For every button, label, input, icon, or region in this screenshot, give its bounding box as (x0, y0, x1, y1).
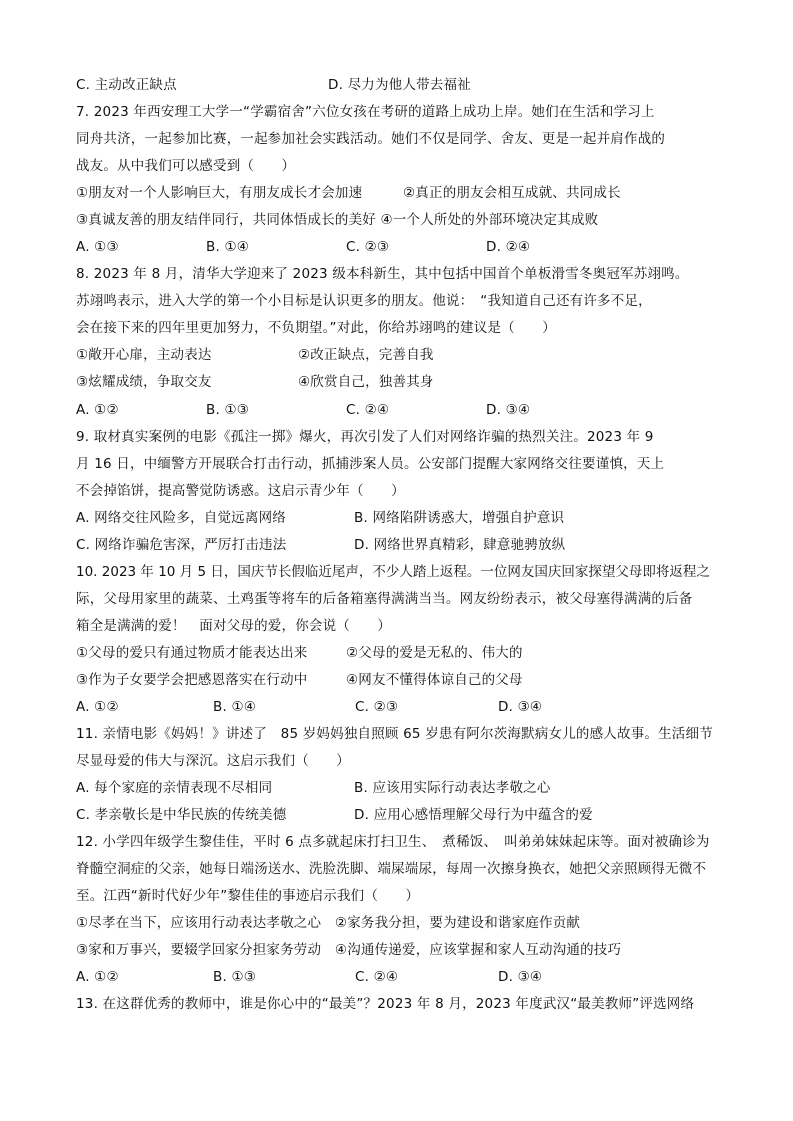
q7-option-b: B. ①④ (206, 239, 250, 255)
q11-option-c: C. 孝亲敬长是中华民族的传统美德 (76, 807, 287, 823)
q12-stem-line-3: 至。江西“新时代好少年”黎佳佳的事迹启示我们（ ） (76, 888, 420, 904)
q9-stem-line-2: 月 16 日，中缅警方开展联合打击行动，抓捕涉案人员。公安部门提醒大家网络交往要谨慎，天上 (76, 456, 665, 472)
q8-option-b: B. ①③ (206, 402, 250, 418)
q9-option-b: B. 网络陷阱诱惑大，增强自护意识 (354, 510, 565, 526)
prev-option-d: D. 尽力为他人带去福祉 (328, 77, 471, 93)
q11-option-b: B. 应该用实际行动表达孝敬之心 (354, 780, 551, 796)
q9-option-a: A. 网络交往风险多，自觉远离网络 (76, 510, 286, 526)
q11-stem-line-1: 11. 亲情电影《妈妈！》讲述了 85 岁妈妈独自照顾 65 岁患有阿尔茨海默病女儿的感人故事。生活细节 (76, 726, 713, 742)
q10-statement-3: ③作为子女要学会把感恩落实在行动中 (76, 672, 308, 688)
q8-option-d: D. ③④ (486, 402, 531, 418)
q8-option-c: C. ②④ (346, 402, 390, 418)
q7-statement-1: ①朋友对一个人影响巨大，有朋友成长才会加速 (76, 185, 363, 201)
q8-statement-3: ③炫耀成绩，争取交友 (76, 374, 212, 390)
q9-stem-line-3: 不会掉馅饼，提高警觉防诱惑。这启示青少年（ ） (76, 483, 405, 499)
q12-stem-line-1: 12. 小学四年级学生黎佳佳，平时 6 点多就起床打扫卫生、 煮稀饭、 叫弟弟妹妹起床等。面对被确诊为 (76, 834, 710, 850)
q8-statement-4: ④欣赏自己，独善其身 (298, 374, 434, 390)
q8-stem-line-3: 会在接下来的四年里更加努力，不负期望。”对此，你给苏翊鸣的建议是（ ） (76, 320, 556, 336)
q13-stem-line-1: 13. 在这群优秀的教师中，谁是你心中的“最美”？2023 年 8 月，2023 年度武汉“最美教师”评选网络 (76, 996, 695, 1012)
q10-statement-1: ①父母的爱只有通过物质才能表达出来 (76, 645, 308, 661)
q7-statement-3-4: ③真诚友善的朋友结伴同行，共同体悟成长的美好 ④一个人所处的外部环境决定其成败 (76, 212, 599, 228)
q7-statement-2: ②真正的朋友会相互成就、共同成长 (403, 185, 621, 201)
q10-stem-line-3: 箱全是满满的爱！ 面对父母的爱，你会说（ ） (76, 618, 392, 634)
q12-option-a: A. ①② (76, 969, 119, 985)
q12-option-b: B. ①③ (213, 969, 257, 985)
q7-stem-line-1: 7. 2023 年西安理工大学一“学霸宿舍”六位女孩在考研的道路上成功上岸。她们在生活和学习上 (76, 104, 655, 120)
q7-option-d: D. ②④ (486, 239, 531, 255)
q8-stem-line-1: 8. 2023 年 8 月，清华大学迎来了 2023 级本科新生，其中包括中国首个单板滑雪冬奥冠军苏翊鸣。 (76, 266, 689, 282)
q10-option-b: B. ①④ (213, 699, 257, 715)
q11-option-d: D. 应用心感悟理解父母行为中蕴含的爱 (354, 807, 593, 823)
q9-option-c: C. 网络诈骗危害深，严厉打击违法 (76, 537, 287, 553)
q9-option-d: D. 网络世界真精彩，肆意驰骋放纵 (354, 537, 566, 553)
q10-option-a: A. ①② (76, 699, 119, 715)
q11-stem-line-2: 尽显母爱的伟大与深沉。这启示我们（ ） (76, 753, 350, 769)
q8-statement-1: ①敞开心扉，主动表达 (76, 347, 212, 363)
q7-option-a: A. ①③ (76, 239, 119, 255)
q9-stem-line-1: 9. 取材真实案例的电影《孤注一掷》爆火，再次引发了人们对网络诈骗的热烈关注。2023 年 9 (76, 429, 654, 445)
q10-statement-2: ②父母的爱是无私的、伟大的 (346, 645, 523, 661)
q12-option-c: C. ②④ (355, 969, 399, 985)
prev-option-c: C. 主动改正缺点 (76, 77, 177, 93)
q7-stem-line-2: 同舟共济，一起参加比赛，一起参加社会实践活动。她们不仅是同学、舍友、更是一起并肩作战的 (76, 131, 666, 147)
q11-option-a: A. 每个家庭的亲情表现不尽相同 (76, 780, 273, 796)
q10-option-d: D. ③④ (498, 699, 543, 715)
q12-statements-1-2: ①尽孝在当下，应该用行动表达孝敬之心 ②家务我分担，要为建设和谐家庭作贡献 (76, 915, 581, 931)
q12-statements-3-4: ③家和万事兴，要辍学回家分担家务劳动 ④沟通传递爱，应该掌握和家人互动沟通的技巧 (76, 942, 622, 958)
q12-option-d: D. ③④ (498, 969, 543, 985)
q7-stem-line-3: 战友。从中我们可以感受到（ ） (76, 158, 296, 174)
q8-stem-line-2: 苏翊鸣表示，进入大学的第一个小目标是认识更多的朋友。他说： “我知道自己还有许多不足， (76, 293, 652, 309)
q10-stem-line-1: 10. 2023 年 10 月 5 日，国庆节长假临近尾声，不少人踏上返程。一位网友国庆回家探望父母即将返程之 (76, 564, 710, 580)
q8-statement-2: ②改正缺点，完善自我 (298, 347, 434, 363)
q10-stem-line-2: 际，父母用家里的蔬菜、土鸡蛋等将车的后备箱塞得满满当当。网友纷纷表示，被父母塞得满满的后备 (76, 591, 693, 607)
q12-stem-line-2: 脊髓空洞症的父亲，她每日端汤送水、洗脸洗脚、端屎端尿，每周一次擦身换衣，她把父亲照顾得无微不 (76, 861, 707, 877)
q10-statement-4: ④网友不懂得体谅自己的父母 (346, 672, 523, 688)
q8-option-a: A. ①② (76, 402, 119, 418)
q10-option-c: C. ②③ (355, 699, 399, 715)
q7-option-c: C. ②③ (346, 239, 390, 255)
